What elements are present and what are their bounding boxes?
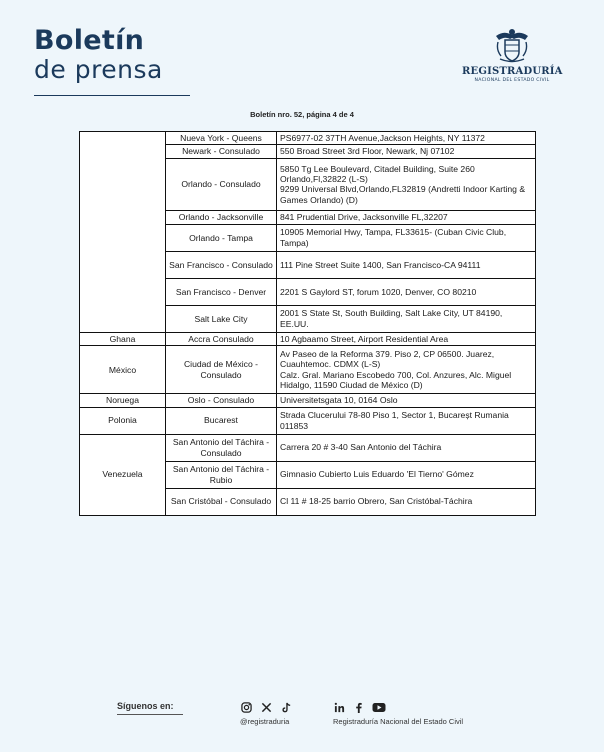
address-cell <box>277 346 536 394</box>
address-cell: PS6977-02 37TH Avenue,Jackson Heights, NY 11372 <box>277 132 536 145</box>
table-row <box>80 346 536 394</box>
table-row <box>80 332 536 345</box>
office-cell: Orlando - Tampa <box>166 224 277 251</box>
logo-name: REGISTRADURÍA <box>462 66 563 77</box>
office-cell: Newark - Consulado <box>166 145 277 158</box>
address-line: 5850 Tg Lee Boulevard, Citadel Building, Suite 260 Orlando,Fl,32822 (L-S) <box>280 163 475 184</box>
table-row <box>80 132 536 145</box>
title-underline <box>34 95 190 96</box>
facebook-icon[interactable] <box>354 702 363 713</box>
youtube-icon[interactable] <box>372 702 386 713</box>
office-cell: Accra Consulado <box>166 332 277 345</box>
footer <box>0 696 604 736</box>
follow-label: Síguenos en: <box>117 701 174 711</box>
office-cell: Bucarest <box>166 407 277 434</box>
office-cell: San Francisco - Consulado <box>166 251 277 278</box>
office-cell: Orlando - Jacksonville <box>166 210 277 224</box>
consulates-table <box>79 131 536 516</box>
country-cell: Polonia <box>80 407 166 434</box>
address-cell: Strada Clucerului 78-80 Piso 1, Sector 1, Bucareșt Rumania 011853 <box>277 407 536 434</box>
address-cell: Cl 11 # 18-25 barrio Obrero, San Cristóbal-Táchira <box>277 488 536 515</box>
address-cell: 10 Agbaamo Street, Airport Residential Area <box>277 332 536 345</box>
title-line-2: de prensa <box>34 55 163 84</box>
page-title <box>34 26 163 84</box>
country-cell-usa <box>80 132 166 333</box>
address-cell <box>277 158 536 210</box>
bulletin-reference: Boletín nro. 52, página 4 de 4 <box>250 110 354 119</box>
table-row <box>80 394 536 407</box>
table-row <box>80 407 536 434</box>
table-row <box>80 434 536 461</box>
address-cell: Carrera 20 # 3-40 San Antonio del Táchira <box>277 434 536 461</box>
tiktok-icon[interactable] <box>281 702 292 713</box>
office-cell: San Francisco - Denver <box>166 278 277 305</box>
address-cell: Gimnasio Cubierto Luis Eduardo 'El Tierno' Gómez <box>277 461 536 488</box>
office-cell: Ciudad de México - Consulado <box>166 346 277 394</box>
office-cell: Oslo - Consulado <box>166 394 277 407</box>
address-cell: 2201 S Gaylord ST, forum 1020, Denver, CO 80210 <box>277 278 536 305</box>
country-cell: México <box>80 346 166 394</box>
address-cell: 10905 Memorial Hwy, Tampa, FL33615- (Cuban Civic Club, Tampa) <box>277 224 536 251</box>
address-line: Calz. Gral. Mariano Escobedo 700, Col. Anzures, Alc. Miguel Hidalgo, 11590 Ciudad de México (D) <box>280 369 512 391</box>
office-cell: San Antonio del Táchira - Rubio <box>166 461 277 488</box>
office-cell: San Antonio del Táchira - Consulado <box>166 434 277 461</box>
instagram-icon[interactable] <box>241 702 252 713</box>
office-cell: Salt Lake City <box>166 305 277 332</box>
follow-underline <box>117 714 183 715</box>
country-cell: Ghana <box>80 332 166 345</box>
logo-subtitle: NACIONAL DEL ESTADO CIVIL <box>474 78 550 83</box>
social-icons-left <box>241 702 292 713</box>
social-handle: @registraduria <box>240 717 290 726</box>
office-cell: Orlando - Consulado <box>166 158 277 210</box>
title-line-1: Boletín <box>34 25 145 56</box>
linkedin-icon[interactable] <box>334 702 345 713</box>
country-cell: Noruega <box>80 394 166 407</box>
address-cell: 841 Prudential Drive, Jacksonville FL,32207 <box>277 210 536 224</box>
address-cell: Universitetsgata 10, 0164 Oslo <box>277 394 536 407</box>
address-line: 9299 Universal Blvd,Orlando,FL32819 (Andretti Indoor Karting & Games Orlando) (D) <box>280 184 526 205</box>
office-cell: San Cristóbal - Consulado <box>166 488 277 515</box>
institution-name: Registraduría Nacional del Estado Civil <box>333 717 464 726</box>
address-cell: 111 Pine Street Suite 1400, San Francisco-CA 94111 <box>277 251 536 278</box>
coat-of-arms-icon <box>492 26 532 64</box>
office-cell: Nueva York - Queens <box>166 132 277 145</box>
registraduria-logo <box>462 26 562 83</box>
address-cell: 550 Broad Street 3rd Floor, Newark, Nj 07102 <box>277 145 536 158</box>
x-icon[interactable] <box>261 702 272 713</box>
address-cell: 2001 S State St, South Building, Salt Lake City, UT 84190, EE.UU. <box>277 305 536 332</box>
social-icons-right <box>334 702 386 713</box>
country-cell: Venezuela <box>80 434 166 515</box>
address-line: Av Paseo de la Reforma 379. Piso 2, CP 06500. Juarez, Cuauhtemoc. CDMX (L-S) <box>280 348 495 370</box>
